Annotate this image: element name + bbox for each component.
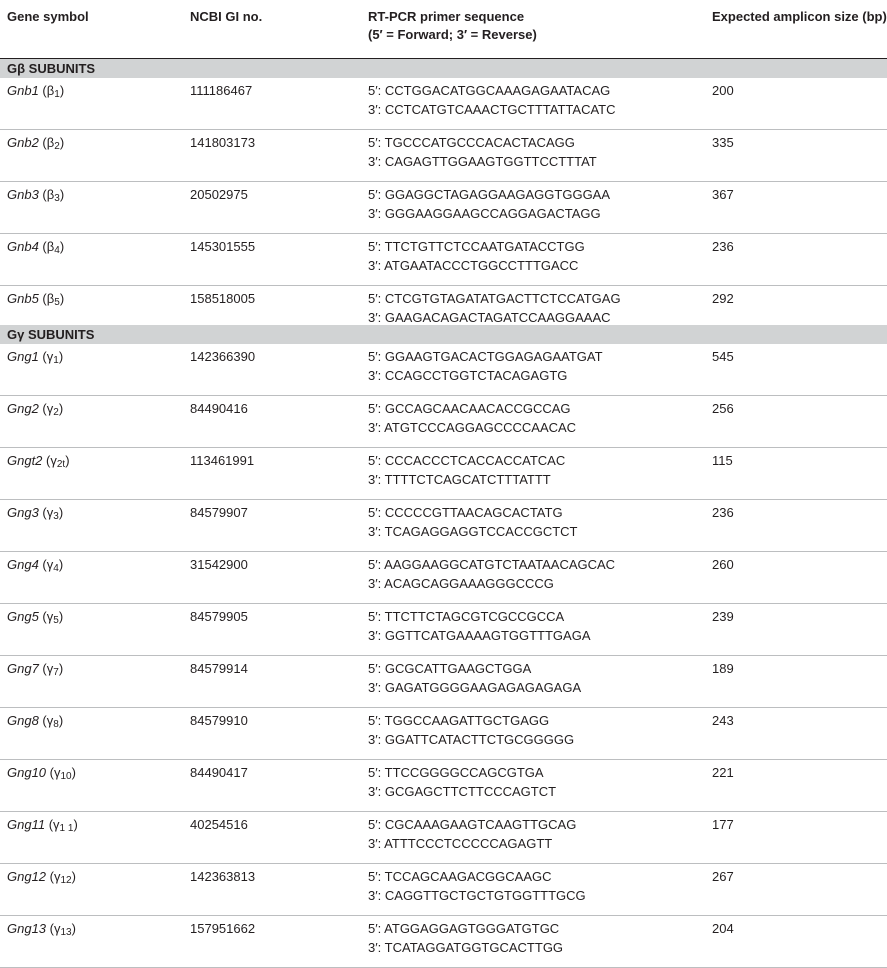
table-row bbox=[0, 448, 887, 500]
gene-symbol-cell: Gnb5 $(\beta_5)$ bbox=[7, 291, 65, 308]
ncbi-gi-cell: 111186467 bbox=[190, 83, 253, 98]
subunit-index: 2 bbox=[53, 407, 59, 418]
gene-symbol-cell: Gng3 $(\gamma_3)$ bbox=[7, 505, 64, 522]
primer-cell bbox=[368, 237, 585, 275]
subunit-greek: γ bbox=[53, 817, 60, 832]
table-row bbox=[0, 78, 887, 130]
table-row bbox=[0, 604, 887, 656]
reverse-primer: 3′: ACAGCAGGAAAGGGCCCG bbox=[368, 576, 554, 591]
forward-primer: 5′: TTCCGGGGCCAGCGTGA bbox=[368, 765, 544, 780]
gene-name: Gngt2 bbox=[7, 453, 43, 468]
gene-name: Gnb1 bbox=[7, 83, 39, 98]
subunit-greek: β bbox=[46, 135, 55, 150]
subunit-index: 4 bbox=[54, 245, 60, 256]
subunit-index: 1 1 bbox=[59, 823, 74, 834]
subunit-index: 5 bbox=[54, 297, 60, 308]
gene-symbol-cell: Gng5 $(\gamma_5)$ bbox=[7, 609, 64, 626]
header-primer-line2: (5′ = Forward; 3′ = Reverse) bbox=[368, 27, 537, 42]
ncbi-gi-cell: 84579907 bbox=[190, 505, 248, 520]
table-row bbox=[0, 396, 887, 448]
gene-name: Gng12 bbox=[7, 869, 47, 884]
subunit-greek: β bbox=[46, 83, 55, 98]
ncbi-gi-cell: 157951662 bbox=[190, 921, 256, 936]
reverse-primer: 3′: CCAGCCTGGTCTACAGAGTG bbox=[368, 368, 568, 383]
ncbi-gi-cell: 84490417 bbox=[190, 765, 248, 780]
gene-name: Gng13 bbox=[7, 921, 47, 936]
table-row bbox=[0, 812, 887, 864]
gene-name: Gng2 bbox=[7, 401, 39, 416]
ncbi-gi-cell: 31542900 bbox=[190, 557, 248, 572]
gene-name: Gng1 bbox=[7, 349, 39, 364]
reverse-primer: 3′: TCATAGGATGGTGCACTTGG bbox=[368, 940, 564, 955]
amplicon-size-cell: 260 bbox=[712, 557, 734, 572]
gene-symbol-cell: Gng7 $(\gamma_7)$ bbox=[7, 661, 64, 678]
subunit-index: 10 bbox=[60, 771, 72, 782]
subunit-greek: β bbox=[46, 239, 55, 254]
reverse-primer: 3′: ATGTCCCAGGAGCCCCAACAC bbox=[368, 420, 577, 435]
subunit-index: 2 bbox=[54, 141, 60, 152]
subunit-greek: γ bbox=[46, 349, 54, 364]
section-header bbox=[0, 325, 887, 344]
table-row bbox=[0, 708, 887, 760]
ncbi-gi-cell: 84579914 bbox=[190, 661, 248, 676]
primer-cell bbox=[368, 659, 581, 697]
ncbi-gi-cell: 141803173 bbox=[190, 135, 256, 150]
header-gene-symbol: Gene symbol bbox=[7, 9, 89, 24]
forward-primer: 5′: CCTGGACATGGCAAAGAGAATACAG bbox=[368, 83, 611, 98]
amplicon-size-cell: 545 bbox=[712, 349, 734, 364]
gene-name: Gng4 bbox=[7, 557, 39, 572]
section-header bbox=[0, 59, 887, 78]
gene-symbol-cell: Gng4 $(\gamma_4)$ bbox=[7, 557, 64, 574]
ncbi-gi-cell: 142363813 bbox=[190, 869, 256, 884]
header-ncbi-gi: NCBI GI no. bbox=[190, 9, 263, 24]
subunit-greek: γ bbox=[46, 713, 54, 728]
subunit-greek: γ bbox=[46, 557, 54, 572]
header-amplicon-size: Expected amplicon size (bp) bbox=[712, 9, 887, 24]
subunit-greek: γ bbox=[54, 921, 61, 936]
forward-primer: 5′: AAGGAAGGCATGTCTAATAACAGCAC bbox=[368, 557, 616, 572]
amplicon-size-cell: 189 bbox=[712, 661, 734, 676]
reverse-primer: 3′: CCTCATGTCAAACTGCTTTATTACATC bbox=[368, 102, 616, 117]
ncbi-gi-cell: 145301555 bbox=[190, 239, 256, 254]
primer-cell bbox=[368, 133, 597, 171]
gene-symbol-cell: Gnb2 $(\beta_2)$ bbox=[7, 135, 65, 152]
subunit-greek: β bbox=[46, 291, 55, 306]
gene-symbol-cell: Gngt2 $(\gamma_{2t})$ bbox=[7, 453, 70, 470]
reverse-primer: 3′: ATGAATACCCTGGCCTTTGACC bbox=[368, 258, 579, 273]
primer-cell bbox=[368, 711, 574, 749]
forward-primer: 5′: TTCTTCTAGCGTCGCCGCCA bbox=[368, 609, 565, 624]
gene-symbol-cell: Gng2 $(\gamma_2)$ bbox=[7, 401, 64, 418]
forward-primer: 5′: CCCACCCTCACCACCATCAC bbox=[368, 453, 566, 468]
gene-name: Gnb3 bbox=[7, 187, 39, 202]
gene-symbol-cell: Gng13 $(\gamma_{13})$ bbox=[7, 921, 76, 938]
ncbi-gi-cell: 84579905 bbox=[190, 609, 248, 624]
subunit-index: 4 bbox=[53, 563, 59, 574]
ncbi-gi-cell: 113461991 bbox=[190, 453, 255, 468]
gene-name: Gng10 bbox=[7, 765, 47, 780]
primer-cell bbox=[368, 555, 615, 593]
table-row bbox=[0, 130, 887, 182]
subunit-index: 13 bbox=[60, 927, 72, 938]
forward-primer: 5′: ATGGAGGAGTGGGATGTGC bbox=[368, 921, 560, 936]
gene-symbol-cell: Gng8 $(\gamma_8)$ bbox=[7, 713, 64, 730]
subunit-index: 1 bbox=[54, 89, 60, 100]
table-row bbox=[0, 760, 887, 812]
gene-name: Gnb2 bbox=[7, 135, 39, 150]
gene-symbol-cell: Gng10 $(\gamma_{10})$ bbox=[7, 765, 76, 782]
primer-cell bbox=[368, 399, 576, 437]
table-row bbox=[0, 344, 887, 396]
primer-cell bbox=[368, 763, 556, 801]
gene-name: Gng3 bbox=[7, 505, 39, 520]
amplicon-size-cell: 200 bbox=[712, 83, 734, 98]
reverse-primer: 3′: GGTTCATGAAAAGTGGTTTGAGA bbox=[368, 628, 591, 643]
amplicon-size-cell: 236 bbox=[712, 239, 734, 254]
primer-cell bbox=[368, 815, 576, 853]
amplicon-size-cell: 115 bbox=[712, 453, 733, 468]
section-title: Gβ SUBUNITS bbox=[7, 61, 96, 76]
primer-cell bbox=[368, 503, 578, 541]
gene-name: Gng5 bbox=[7, 609, 39, 624]
primer-cell bbox=[368, 451, 565, 489]
gene-name: Gng11 bbox=[7, 817, 46, 832]
amplicon-size-cell: 367 bbox=[712, 187, 734, 202]
amplicon-size-cell: 204 bbox=[712, 921, 734, 936]
reverse-primer: 3′: GAGATGGGGAAGAGAGAGAGA bbox=[368, 680, 582, 695]
amplicon-size-cell: 243 bbox=[712, 713, 734, 728]
section-title: Gγ SUBUNITS bbox=[7, 327, 95, 342]
subunit-index: 1 bbox=[53, 355, 59, 366]
primer-cell bbox=[368, 185, 610, 223]
table-row bbox=[0, 916, 887, 968]
subunit-index: 7 bbox=[53, 667, 59, 678]
forward-primer: 5′: GGAGGCTAGAGGAAGAGGTGGGAA bbox=[368, 187, 611, 202]
subunit-index: 8 bbox=[53, 719, 59, 730]
amplicon-size-cell: 292 bbox=[712, 291, 734, 306]
reverse-primer: 3′: ATTTCCCTCCCCCAGAGTT bbox=[368, 836, 553, 851]
gene-name: Gng8 bbox=[7, 713, 39, 728]
gene-symbol-cell: Gnb3 $(\beta_3)$ bbox=[7, 187, 65, 204]
gene-symbol-cell: Gnb1 $(\beta_1)$ bbox=[7, 83, 65, 100]
forward-primer: 5′: TCCAGCAAGACGGCAAGC bbox=[368, 869, 552, 884]
subunit-index: 2t bbox=[56, 459, 66, 470]
reverse-primer: 3′: GGATTCATACTTCTGCGGGGG bbox=[368, 732, 575, 747]
subunit-index: 5 bbox=[53, 615, 59, 626]
forward-primer: 5′: CGCAAAGAAGTCAAGTTGCAG bbox=[368, 817, 577, 832]
primer-cell bbox=[368, 607, 591, 645]
subunit-greek: γ bbox=[54, 869, 61, 884]
subunit-greek: γ bbox=[46, 661, 54, 676]
reverse-primer: 3′: GAAGACAGACTAGATCCAAGGAAAC bbox=[368, 310, 611, 325]
subunit-greek: γ bbox=[50, 453, 57, 468]
forward-primer: 5′: TGCCCATGCCCACACTACAGG bbox=[368, 135, 575, 150]
primer-cell bbox=[368, 919, 563, 957]
table-row bbox=[0, 864, 887, 916]
reverse-primer: 3′: GGGAAGGAAGCCAGGAGACTAGG bbox=[368, 206, 601, 221]
ncbi-gi-cell: 142366390 bbox=[190, 349, 256, 364]
amplicon-size-cell: 335 bbox=[712, 135, 734, 150]
reverse-primer: 3′: CAGAGTTGGAAGTGGTTCCTTTAT bbox=[368, 154, 597, 169]
table-row bbox=[0, 552, 887, 604]
ncbi-gi-cell: 158518005 bbox=[190, 291, 256, 306]
forward-primer: 5′: TTCTGTTCTCCAATGATACCTGG bbox=[368, 239, 585, 254]
ncbi-gi-cell: 20502975 bbox=[190, 187, 248, 202]
gene-name: Gng7 bbox=[7, 661, 39, 676]
amplicon-size-cell: 239 bbox=[712, 609, 734, 624]
amplicon-size-cell: 221 bbox=[712, 765, 734, 780]
forward-primer: 5′: GGAAGTGACACTGGAGAGAATGAT bbox=[368, 349, 603, 364]
amplicon-size-cell: 267 bbox=[712, 869, 734, 884]
forward-primer: 5′: CTCGTGTAGATATGACTTCTCCATGAG bbox=[368, 291, 621, 306]
primer-cell bbox=[368, 81, 616, 119]
table-row bbox=[0, 234, 887, 286]
table-row bbox=[0, 500, 887, 552]
table-row bbox=[0, 182, 887, 234]
primer-cell bbox=[368, 347, 603, 385]
ncbi-gi-cell: 84490416 bbox=[190, 401, 248, 416]
reverse-primer: 3′: GCGAGCTTCTTCCCAGTCT bbox=[368, 784, 557, 799]
forward-primer: 5′: TGGCCAAGATTGCTGAGG bbox=[368, 713, 550, 728]
gene-symbol-cell: Gng11 $(\gamma_{1 1})$ bbox=[7, 817, 78, 834]
amplicon-size-cell: 177 bbox=[712, 817, 734, 832]
gene-name: Gnb5 bbox=[7, 291, 39, 306]
subunit-greek: γ bbox=[46, 609, 54, 624]
subunit-greek: β bbox=[46, 187, 55, 202]
header-primer-sequence bbox=[368, 8, 537, 44]
header-primer-line1: RT-PCR primer sequence bbox=[368, 9, 525, 24]
subunit-greek: γ bbox=[46, 401, 54, 416]
primer-cell bbox=[368, 867, 586, 905]
subunit-index: 12 bbox=[60, 875, 72, 886]
amplicon-size-cell: 256 bbox=[712, 401, 734, 416]
primer-cell bbox=[368, 289, 621, 327]
table-row bbox=[0, 656, 887, 708]
ncbi-gi-cell: 40254516 bbox=[190, 817, 248, 832]
reverse-primer: 3′: TCAGAGGAGGTCCACCGCTCT bbox=[368, 524, 578, 539]
gene-symbol-cell: Gng12 $(\gamma_{12})$ bbox=[7, 869, 76, 886]
forward-primer: 5′: CCCCCGTTAACAGCACTATG bbox=[368, 505, 563, 520]
subunit-greek: γ bbox=[54, 765, 61, 780]
gene-name: Gnb4 bbox=[7, 239, 39, 254]
table-header bbox=[0, 0, 887, 58]
forward-primer: 5′: GCCAGCAACAACACCGCCAG bbox=[368, 401, 571, 416]
forward-primer: 5′: GCGCATTGAAGCTGGA bbox=[368, 661, 532, 676]
reverse-primer: 3′: CAGGTTGCTGCTGTGGTTTGCG bbox=[368, 888, 586, 903]
ncbi-gi-cell: 84579910 bbox=[190, 713, 248, 728]
gene-symbol-cell: Gng1 $(\gamma_1)$ bbox=[7, 349, 64, 366]
reverse-primer: 3′: TTTTCTCAGCATCTTTATTT bbox=[368, 472, 551, 487]
subunit-greek: γ bbox=[46, 505, 54, 520]
subunit-index: 3 bbox=[53, 511, 59, 522]
subunit-index: 3 bbox=[54, 193, 60, 204]
gene-symbol-cell: Gnb4 $(\beta_4)$ bbox=[7, 239, 65, 256]
amplicon-size-cell: 236 bbox=[712, 505, 734, 520]
